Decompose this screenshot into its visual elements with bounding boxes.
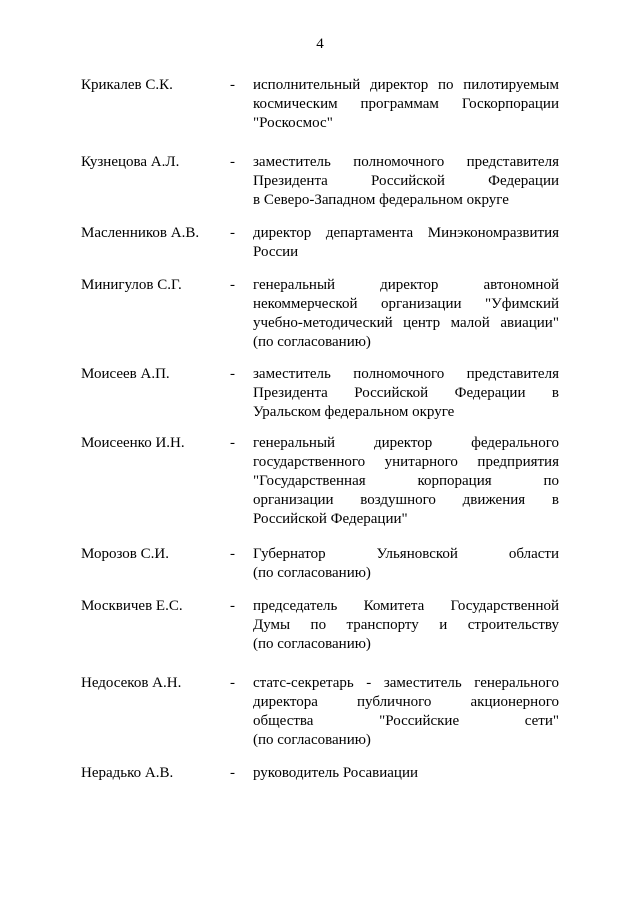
separator-dash: - [230,765,235,781]
position-line: Президента Российской Федерации [253,173,559,189]
member-position [253,434,559,529]
separator-dash: - [230,675,235,691]
member-position [253,224,559,262]
position-line: заместитель полномочного представителя [253,154,559,170]
separator-dash: - [230,154,235,170]
position-line: государственного унитарного предприятия [253,454,559,470]
position-line: в Северо-Западном федеральном округе [253,192,509,208]
member-name: Крикалев С.К. [81,77,173,93]
position-line: председатель Комитета Государственной [253,598,559,614]
position-line: руководитель Росавиации [253,765,419,781]
position-line: Российской Федерации" [253,511,408,527]
position-line: "Роскосмос" [253,115,333,131]
position-line: (по согласованию) [253,334,371,350]
position-line: организации воздушного движения в [253,492,559,508]
position-line: "Государственная корпорация по [253,473,559,489]
position-line: общества "Российские сети" [253,713,559,729]
member-position [253,597,559,654]
position-line: статс-секретарь - заместитель генерального [253,675,559,691]
member-name: Минигулов С.Г. [81,277,182,293]
separator-dash: - [230,277,235,293]
position-line: директора публичного акционерного [253,694,559,710]
position-line: генеральный директор автономной [253,277,559,293]
member-position [253,365,559,422]
position-line: (по согласованию) [253,636,371,652]
separator-dash: - [230,225,235,241]
position-line: России [253,244,299,260]
member-position [253,153,559,210]
member-name: Нерадько А.В. [81,765,174,781]
position-line: Президента Российской Федерации в [253,385,559,401]
position-line: Думы по транспорту и строительству [253,617,559,633]
position-line: исполнительный директор по пилотируемым [253,77,559,93]
position-line: (по согласованию) [253,565,371,581]
separator-dash: - [230,598,235,614]
position-line: некоммерческой организации "Уфимский [253,296,559,312]
position-line: учебно-методический центр малой авиации" [253,315,559,331]
member-name: Москвичев Е.С. [81,598,183,614]
member-name: Недосеков А.Н. [81,675,182,691]
separator-dash: - [230,77,235,93]
member-name: Морозов С.И. [81,546,169,562]
separator-dash: - [230,366,235,382]
member-name: Моисеенко И.Н. [81,435,185,451]
member-position [253,674,559,750]
page-number: 4 [316,36,324,52]
member-position [253,76,559,133]
position-line: генеральный директор федерального [253,435,559,451]
member-name: Масленников А.В. [81,225,200,241]
member-name: Кузнецова А.Л. [81,154,180,170]
position-line: Уральском федеральном округе [253,404,455,420]
member-position [253,764,559,783]
member-name: Моисеев А.П. [81,366,170,382]
member-position [253,545,559,583]
position-line: космическим программам Госкорпорации [253,96,559,112]
position-line: (по согласованию) [253,732,371,748]
position-line: заместитель полномочного представителя [253,366,559,382]
position-line: Губернатор Ульяновской области [253,546,559,562]
separator-dash: - [230,546,235,562]
member-position [253,276,559,352]
separator-dash: - [230,435,235,451]
position-line: директор департамента Минэкономразвития [253,225,559,241]
